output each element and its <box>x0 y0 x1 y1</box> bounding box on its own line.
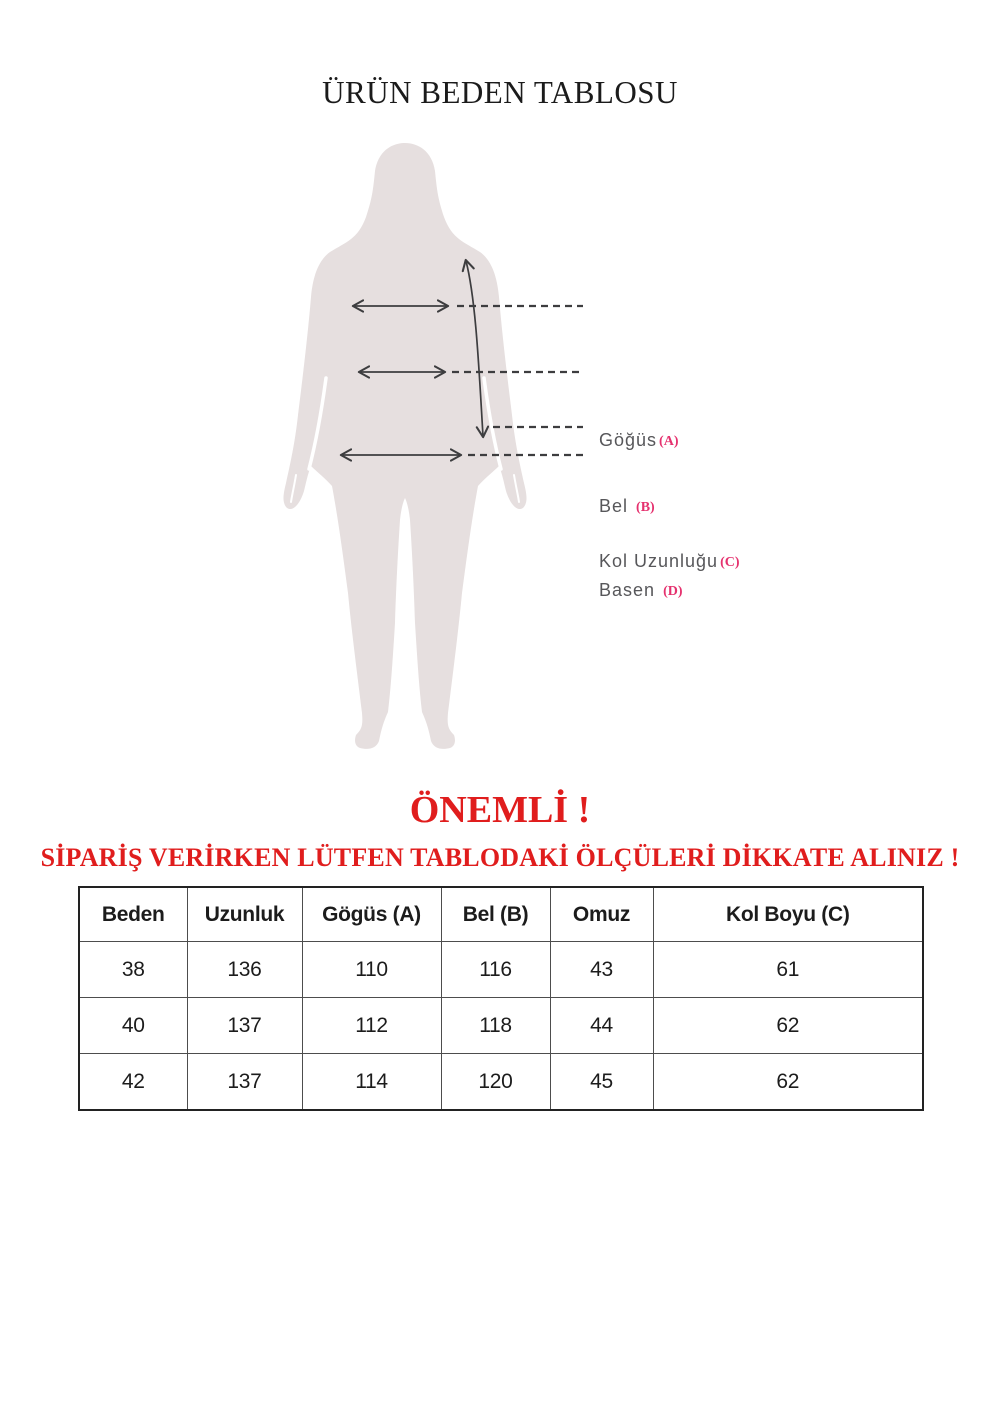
cell-bel: 120 <box>441 1054 550 1111</box>
cell-kol-boyu: 62 <box>653 1054 923 1111</box>
measurement-diagram <box>0 135 1000 780</box>
label-hip <box>599 580 683 601</box>
col-header-beden: Beden <box>79 887 187 942</box>
cell-bel: 118 <box>441 998 550 1054</box>
size-table-header-row <box>79 887 923 942</box>
col-header-gogus: Gögüs (A) <box>302 887 441 942</box>
cell-uzunluk: 136 <box>187 942 302 998</box>
cell-uzunluk: 137 <box>187 998 302 1054</box>
cell-gogus: 112 <box>302 998 441 1054</box>
label-hip-text: Basen <box>599 580 656 600</box>
table-row <box>79 942 923 998</box>
cell-beden: 40 <box>79 998 187 1054</box>
cell-uzunluk: 137 <box>187 1054 302 1111</box>
cell-gogus: 110 <box>302 942 441 998</box>
label-chest-code: (A) <box>659 434 679 449</box>
label-waist <box>599 496 655 517</box>
col-header-bel: Bel (B) <box>441 887 550 942</box>
label-hip-code: (D) <box>663 584 683 599</box>
label-sleeve-length-text: Kol Uzunluğu <box>599 551 719 571</box>
label-sleeve-length-code: (C) <box>720 555 740 570</box>
cell-omuz: 45 <box>550 1054 653 1111</box>
label-chest-text: Göğüs <box>599 430 658 450</box>
cell-bel: 116 <box>441 942 550 998</box>
table-row <box>79 998 923 1054</box>
label-chest <box>599 430 678 451</box>
female-silhouette-shape <box>284 143 527 749</box>
size-table <box>78 886 924 1111</box>
label-waist-text: Bel <box>599 496 629 516</box>
table-row <box>79 1054 923 1111</box>
cell-kol-boyu: 62 <box>653 998 923 1054</box>
important-heading: ÖNEMLİ ! <box>409 789 591 831</box>
cell-omuz: 43 <box>550 942 653 998</box>
cell-beden: 42 <box>79 1054 187 1111</box>
cell-beden: 38 <box>79 942 187 998</box>
col-header-kol-boyu: Kol Boyu (C) <box>653 887 923 942</box>
col-header-omuz: Omuz <box>550 887 653 942</box>
page-title: ÜRÜN BEDEN TABLOSU <box>322 74 678 110</box>
cell-gogus: 114 <box>302 1054 441 1111</box>
col-header-uzunluk: Uzunluk <box>187 887 302 942</box>
warning-text: SİPARİŞ VERİRKEN LÜTFEN TABLODAKİ ÖLÇÜLERİ DİKKATE ALINIZ ! <box>40 843 960 872</box>
label-waist-code: (B) <box>636 500 655 515</box>
label-sleeve-length <box>599 551 740 572</box>
body-silhouette-illustration <box>0 135 1000 780</box>
cell-omuz: 44 <box>550 998 653 1054</box>
cell-kol-boyu: 61 <box>653 942 923 998</box>
